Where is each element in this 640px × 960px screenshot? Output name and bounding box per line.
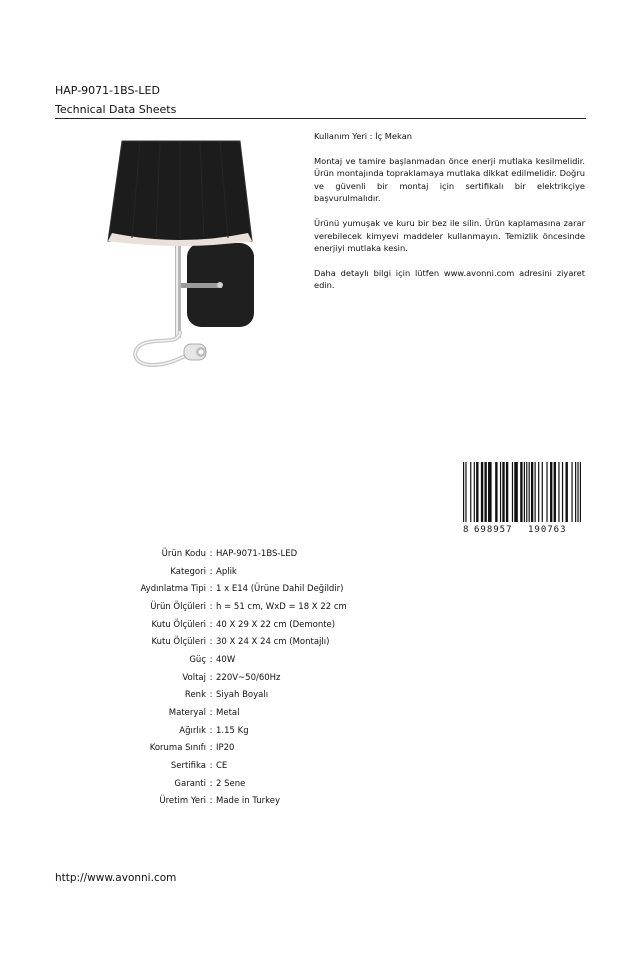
spec-separator: : [209,672,213,683]
barcode-bar [520,462,522,522]
spec-table [100,545,416,810]
spec-value: 1.15 Kg [216,725,249,736]
spec-separator: : [209,548,213,559]
barcode-bar [554,462,556,522]
spec-label: Renk [184,690,206,701]
spec-value: 40 X 29 X 22 cm (Demonte) [216,619,336,630]
spec-separator: : [209,654,213,665]
spec-row [100,580,416,598]
barcode-bar [506,462,508,522]
spec-label: Garanti [174,778,206,789]
spec-value: h = 51 cm, WxD = 18 X 22 cm [216,601,347,612]
spec-value: Aplik [216,566,237,577]
spec-value: IP20 [216,743,235,754]
spec-label: Aydınlatma Tipi [140,584,206,595]
barcode-bar [535,462,536,522]
barcode-bar [481,462,483,522]
spec-row [100,722,416,740]
spec-value: Siyah Boyalı [216,690,269,701]
info-paragraph: Daha detaylı bilgi için lütfen www.avonni.com adresini ziyaret edin. [314,267,585,291]
barcode-bar [500,462,501,522]
spec-separator: : [209,725,213,736]
spec-row [100,563,416,581]
spec-row [100,651,416,669]
header-divider [55,118,586,119]
barcode-digits-right: 190763 [528,525,567,534]
footer-website-link[interactable]: http://www.avonni.com [55,872,177,884]
barcode-digit-first: 8 [463,525,469,534]
header-product-code: HAP-9071-1BS-LED [55,84,160,97]
spec-row [100,633,416,651]
wall-lamp-image [100,133,270,378]
spec-row [100,740,416,758]
barcode-bar [571,462,572,522]
spec-row [100,616,416,634]
spec-row [100,669,416,687]
spec-separator: : [209,743,213,754]
barcode-bar [577,462,578,522]
spec-row [100,545,416,563]
spec-separator: : [209,637,213,648]
spec-label: Ürün Ölçüleri [150,601,206,612]
barcode-bar [524,462,525,522]
barcode-bar [484,462,486,522]
safety-paragraph: Montaj ve tamire başlanmadan önce enerji mutlaka kesilmelidir. Ürün montajında topraklamaya mutlaka dikkat edilmelidir. Doğru ve güvenli bir montaj için sertifikalı bir elektrikçiye başvurulmalıdır. [314,155,585,204]
spec-value: CE [216,761,228,772]
barcode-bar [566,462,568,522]
spec-row [100,757,416,775]
spec-label: Sertifika [170,761,206,772]
spec-value: 220V~50/60Hz [216,672,281,683]
spec-label: Materyal [168,708,206,719]
spec-value: HAP-9071-1BS-LED [216,548,298,559]
barcode-bar [538,462,539,522]
spec-label: Kutu Ölçüleri [151,637,206,648]
barcode-bar [470,462,471,522]
barcode-bar [575,462,576,522]
spec-separator: : [209,796,213,807]
barcode-bar [529,462,530,522]
barcode-bar [465,462,466,522]
spec-separator: : [209,708,213,719]
spec-value: 30 X 24 X 24 cm (Montajlı) [216,637,330,648]
barcode-bar [514,462,518,522]
spec-row [100,687,416,705]
spec-row [100,793,416,811]
product-description [314,130,585,304]
spec-value: 2 Sene [216,778,246,789]
barcode-bar [495,462,497,522]
barcode-bar [526,462,527,522]
spec-separator: : [209,584,213,595]
barcode-bar [550,462,552,522]
spec-label: Güç [189,654,206,665]
barcode-bar [531,462,533,522]
spec-label: Üretim Yeri [159,796,206,807]
barcode-bar [580,462,581,522]
spec-row [100,598,416,616]
barcode-bar [558,462,559,522]
barcode-bar [502,462,504,522]
spec-label: Voltaj [182,672,206,683]
spec-separator: : [209,761,213,772]
spec-value: Made in Turkey [216,796,280,807]
barcode-bar [488,462,492,522]
cleaning-paragraph: Ürünü yumuşak ve kuru bir bez ile silin. Ürün kaplamasına zarar verebilecek kimyevi maddeler kullanmayın. Temizlik öncesinde enerjiyi mutlaka kesin. [314,217,585,254]
barcode [458,462,586,534]
barcode-bar [474,462,475,522]
header-subtitle: Technical Data Sheets [55,103,177,116]
spec-label: Kutu Ölçüleri [151,619,206,630]
spec-label: Kategori [170,566,206,577]
spec-row [100,704,416,722]
barcode-digits-left: 698957 [474,525,513,534]
barcode-bar [562,462,563,522]
spec-value: Metal [216,708,240,719]
barcode-bar [476,462,478,522]
usage-location: Kullanım Yeri : İç Mekan [314,131,413,141]
spec-separator: : [209,778,213,789]
barcode-bar [463,462,464,522]
spec-separator: : [209,619,213,630]
spec-label: Ürün Kodu [161,548,206,559]
spec-separator: : [209,566,213,577]
barcode-bar [542,462,543,522]
barcode-bars [463,462,581,522]
barcode-bar [512,462,513,522]
spec-separator: : [209,690,213,701]
spec-row [100,775,416,793]
barcode-bar [546,462,547,522]
spec-label: Koruma Sınıfı [149,743,206,754]
spec-separator: : [209,601,213,612]
spec-value: 40W [216,654,236,665]
spec-value: 1 x E14 (Ürüne Dahil Değildir) [216,584,344,595]
spec-label: Ağırlık [179,725,206,736]
